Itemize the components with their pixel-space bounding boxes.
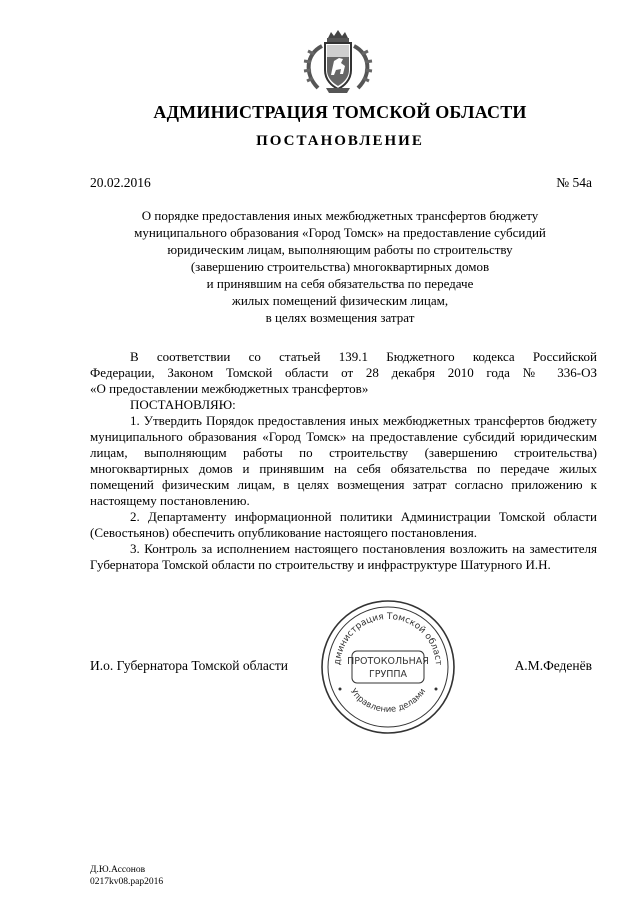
executor-name: Д.Ю.Ассонов	[90, 865, 146, 875]
signatory-position: И.о. Губернатора Томской области	[90, 658, 288, 673]
coat-of-arms-emblem	[296, 30, 380, 96]
official-stamp	[318, 597, 458, 737]
stamp-center-line2: ГРУППА	[368, 669, 408, 680]
subject-line: О порядке предоставления иных межбюджетных трансфертов бюджету	[141, 208, 539, 223]
document-body	[90, 349, 597, 573]
subject-line: жилых помещений физическим лицам,	[231, 293, 449, 308]
decree-item: 3. Контроль за исполнением настоящего постановления возложить на заместителя Губернатора Томской области по строительству и инфраструктуре Шатурного И.Н.	[90, 541, 597, 572]
stamp-arc-bottom: Управление делами	[347, 686, 429, 715]
subject-line: и принявшим на себя обязательства по передаче	[206, 276, 474, 291]
decree-word: ПОСТАНОВЛЯЮ:	[130, 397, 236, 412]
preamble-line: «О предоставлении межбюджетных трансфертов»	[90, 381, 369, 396]
file-reference: 0217kv08.pap2016	[90, 877, 164, 887]
signatory-name: А.М.Феденёв	[514, 658, 592, 673]
preamble-line: В соответствии со статьей 139.1 Бюджетного кодекса Российской	[130, 349, 597, 364]
svg-text:Управление делами	[348, 687, 428, 715]
document-type: ПОСТАНОВЛЕНИЕ	[256, 133, 424, 149]
subject-line: (завершению строительства) многоквартирных домов	[190, 259, 490, 274]
stamp-arc-top: дминистрация Томской област	[332, 611, 444, 666]
organization-title: АДМИНИСТРАЦИЯ ТОМСКОЙ ОБЛАСТИ	[153, 102, 527, 122]
preamble-line: Федерации, Законом Томской области от 28 декабря 2010 года № 336-ОЗ	[90, 365, 597, 380]
subject-line: муниципального образования «Город Томск» на предоставление субсидий	[134, 225, 546, 240]
document-subject	[90, 207, 590, 326]
subject-line: юридическим лицам, выполняющим работы по строительству	[167, 242, 513, 257]
document-number: № 54а	[556, 175, 592, 190]
decree-item: 1. Утвердить Порядок предоставления иных межбюджетных трансфертов бюджету муниципального образования «Город Томск» на предоставление субсидий юридическим лицам, выполняющим работы по строительству (завершению строительства) многоквартирных домов и принявшим на себя обязательства по передаче жилых помещений физическим лицам, в целях возмещения затрат согласно приложению к настоящему постановлению.	[90, 413, 597, 508]
decree-item: 2. Департаменту информационной политики Администрации Томской области (Севостьянов) обеспечить опубликование настоящего постановления.	[90, 509, 597, 540]
document-footer	[90, 864, 163, 888]
stamp-center-line1: ПРОТОКОЛЬНАЯ	[347, 656, 429, 667]
document-date: 20.02.2016	[90, 175, 151, 190]
subject-line: в целях возмещения затрат	[265, 310, 415, 325]
